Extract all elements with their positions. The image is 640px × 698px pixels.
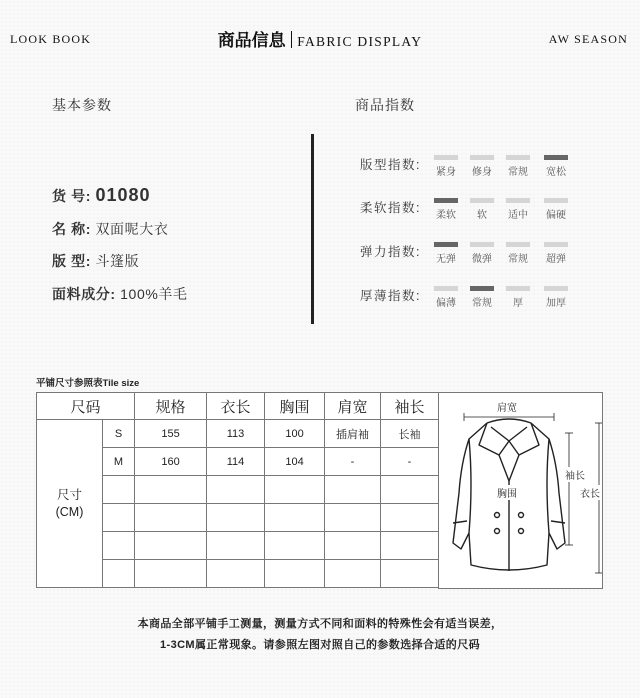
index-bar	[470, 242, 494, 247]
coat-diagram	[438, 392, 603, 589]
index-option-label: 适中	[508, 210, 528, 221]
header-title	[0, 26, 640, 51]
index-option-label: 无弹	[436, 254, 456, 265]
index-bar	[434, 286, 458, 291]
param-fabric	[52, 284, 188, 304]
index-label: 版型指数:	[360, 158, 421, 172]
basic-params-title: 基本参数	[52, 97, 112, 113]
index-option	[502, 155, 534, 178]
index-option	[540, 198, 572, 221]
index-option-label: 紧身	[436, 167, 456, 178]
header-title-cn: 商品信息	[217, 31, 286, 50]
chest-cell: 104	[265, 448, 325, 476]
index-option-label: 偏硬	[546, 210, 566, 221]
shoulder-cell: 插肩袖	[325, 420, 381, 448]
size-table	[36, 392, 439, 588]
index-option-label: 微弹	[472, 254, 492, 265]
index-option-label: 柔软	[436, 210, 456, 221]
header-season: AW SEASON	[548, 32, 628, 46]
index-bar	[544, 198, 568, 203]
index-option	[466, 242, 498, 265]
index-option	[502, 198, 534, 221]
sleeve-cell: -	[381, 448, 439, 476]
diagram-label-sleeve: 袖长	[565, 467, 585, 482]
header-title-en: FABRIC DISPLAY	[297, 34, 423, 49]
index-bar	[470, 155, 494, 160]
param-fit	[52, 251, 139, 271]
index-option	[466, 198, 498, 221]
header-spec: 规格	[135, 393, 207, 420]
index-bar	[544, 242, 568, 247]
table-row	[37, 420, 439, 448]
index-option-label: 软	[477, 210, 487, 221]
index-option	[540, 155, 572, 178]
index-option	[502, 242, 534, 265]
sleeve-cell: 长袖	[381, 420, 439, 448]
index-option	[430, 286, 462, 309]
diagram-label-chest: 胸围	[497, 485, 517, 500]
param-label: 名 称:	[52, 221, 91, 237]
param-label: 版 型:	[52, 253, 91, 269]
index-bar	[506, 198, 530, 203]
index-bar	[434, 155, 458, 160]
size-table-caption: 平铺尺寸参照表Tile size	[36, 378, 140, 389]
shoulder-cell: -	[325, 448, 381, 476]
index-option	[540, 242, 572, 265]
chest-cell: 100	[265, 420, 325, 448]
index-option-label: 常规	[472, 298, 492, 309]
row-head-unit	[37, 420, 103, 588]
length-cell: 114	[207, 448, 265, 476]
spec-cell: 155	[135, 420, 207, 448]
index-bar	[506, 155, 530, 160]
param-label: 面料成分:	[52, 286, 116, 302]
param-value: 斗篷版	[95, 253, 140, 269]
header-chest: 胸围	[265, 393, 325, 420]
index-bar-selected	[470, 286, 494, 291]
note-line-1: 本商品全部平铺手工测量，测量方式不同和面料的特殊性会有适当误差，	[137, 618, 503, 630]
row-head-text: 尺寸 (CM)	[55, 487, 84, 519]
param-value: 双面呢大衣	[95, 221, 169, 237]
header-sleeve: 袖长	[381, 393, 439, 420]
note-line-2: 1-3CM属正常现象。请参照左图对照自己的参数选择合适的尺码	[159, 639, 480, 651]
size-cell: S	[103, 420, 135, 448]
header-look-book: LOOK BOOK	[10, 32, 92, 46]
header-shoulder: 肩宽	[325, 393, 381, 420]
index-label: 柔软指数:	[360, 201, 421, 215]
index-bar-selected	[544, 155, 568, 160]
header-size: 尺码	[37, 393, 135, 420]
index-option-label: 超弹	[546, 254, 566, 265]
index-bar	[470, 198, 494, 203]
index-bar-selected	[434, 198, 458, 203]
index-label: 厚薄指数:	[360, 289, 421, 303]
spec-cell: 160	[135, 448, 207, 476]
index-option	[466, 286, 498, 309]
vertical-divider	[311, 134, 314, 324]
diagram-label-length: 衣长	[580, 485, 600, 500]
index-option	[540, 286, 572, 309]
index-option-label: 偏薄	[436, 298, 456, 309]
index-option	[466, 155, 498, 178]
param-item-number	[52, 185, 151, 206]
diagram-label-shoulder: 肩宽	[497, 403, 517, 414]
header-divider	[291, 31, 293, 48]
index-option-label: 加厚	[546, 298, 566, 309]
size-table-header-row	[37, 393, 439, 420]
index-option	[430, 242, 462, 265]
index-option-label: 修身	[472, 167, 492, 178]
param-value: 100%羊毛	[120, 286, 188, 302]
index-option-label: 宽松	[546, 167, 566, 178]
length-cell: 113	[207, 420, 265, 448]
param-label: 货 号:	[52, 188, 91, 204]
size-cell: M	[103, 448, 135, 476]
param-name	[52, 219, 168, 239]
index-bar-selected	[434, 242, 458, 247]
header-length: 衣长	[207, 393, 265, 420]
index-bar	[544, 286, 568, 291]
index-bar	[506, 242, 530, 247]
index-label: 弹力指数:	[360, 245, 421, 259]
index-option	[502, 286, 534, 309]
index-bar	[506, 286, 530, 291]
index-option-label: 常规	[508, 167, 528, 178]
product-index-title: 商品指数	[355, 97, 415, 113]
index-option-label: 常规	[508, 254, 528, 265]
index-option	[430, 155, 462, 178]
index-option-label: 厚	[513, 298, 523, 309]
param-value: 01080	[95, 185, 151, 205]
index-option	[430, 198, 462, 221]
